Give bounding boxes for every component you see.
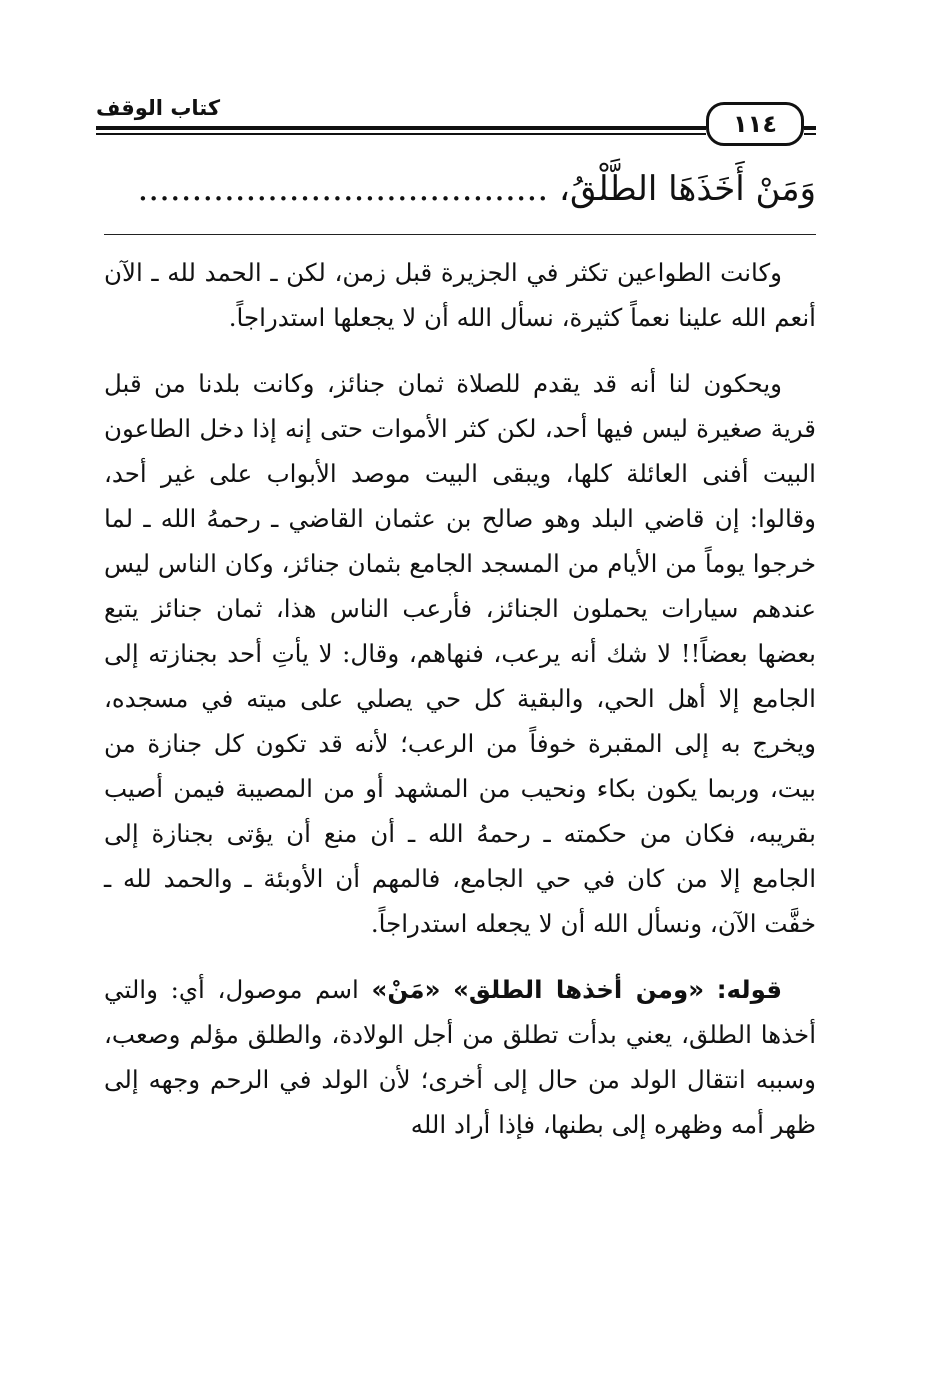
paragraph-funerals: ويحكون لنا أنه قد يقدم للصلاة ثمان جنائز، وكانت بلدنا من قبل قرية صغيرة ليس فيها أحد، لكن كثر الأموات حتى إنه إذا دخل الطاعون البيت أفنى العائلة كلها، ويبقى البيت موصد الأبواب على غير أحد، وقالوا: إن قاضي البلد وهو صالح بن عثمان القاضي ـ رحمهُ الله ـ لما خرجوا يوماً من الأيام من المسجد الجامع بثمان جنائز، وكان الناس ليس عندهم سيارات يحملون الجنائز، فأرعب الناس هذا، ثمان جنائز يتبع بعضها بعضاً!! لا شك أنه يرعب، فنهاهم، وقال: لا يأتِ أحد بجنازته إلى الجامع إلا أهل الحي، والبقية كل حي يصلي على ميته في مسجده، ويخرج به إلى المقبرة خوفاً من الرعب؛ لأنه قد تكون كل جنازة من بيت، وربما يكون بكاء ونحيب من المشهد أو من المصيبة فيمن أصيب بقريبه، فكان من حكمته ـ رحمهُ الله ـ أن منع أن يؤتى بجنازة إلى الجامع إلا من كان في حي الجامع، فالمهم أن الأوبئة ـ والحمد لله ـ خفَّت الآن، ونسأل الله أن لا يجعله استدراجاً. xyxy=(104,369,816,938)
body-text xyxy=(104,250,816,1147)
header-rule-right-thin xyxy=(804,133,816,135)
paragraph-plague: وكانت الطواعين تكثر في الجزيرة قبل زمن، لكن ـ الحمد لله ـ الآن أنعم الله علينا نعماً كثيرة، نسأل الله أن لا يجعلها استدراجاً. xyxy=(104,258,816,332)
commentary-quote: «ومن أخذها الطلق» xyxy=(453,975,705,1004)
paragraph-commentary xyxy=(104,967,816,1147)
matn-separator-rule xyxy=(104,234,816,235)
header-rule-left-thick xyxy=(96,126,706,130)
header-rule-left-thin xyxy=(96,133,706,135)
header-rule-right-thick xyxy=(804,126,816,130)
commentary-text: اسم موصول، أي: والتي أخذها الطلق، يعني بدأت تطلق من أجل الولادة، والطلق مؤلم وصعب، وسببه انتقال الولد من حال إلى أخرى؛ لأن الولد في الرحم وجهه إلى ظهر أمه وظهره إلى بطنها، فإذا أراد الله xyxy=(104,975,816,1139)
page-number-badge xyxy=(706,102,804,146)
matn-quote-line: وَمَنْ أَخَذَهَا الطَّلْقُ، ...................................... xyxy=(137,169,816,209)
page-number: ١١٤ xyxy=(733,110,777,138)
running-header-title: كتاب الوقف xyxy=(96,96,221,120)
commentary-label: قوله: xyxy=(716,975,782,1004)
commentary-word: «مَنْ» xyxy=(371,975,441,1004)
